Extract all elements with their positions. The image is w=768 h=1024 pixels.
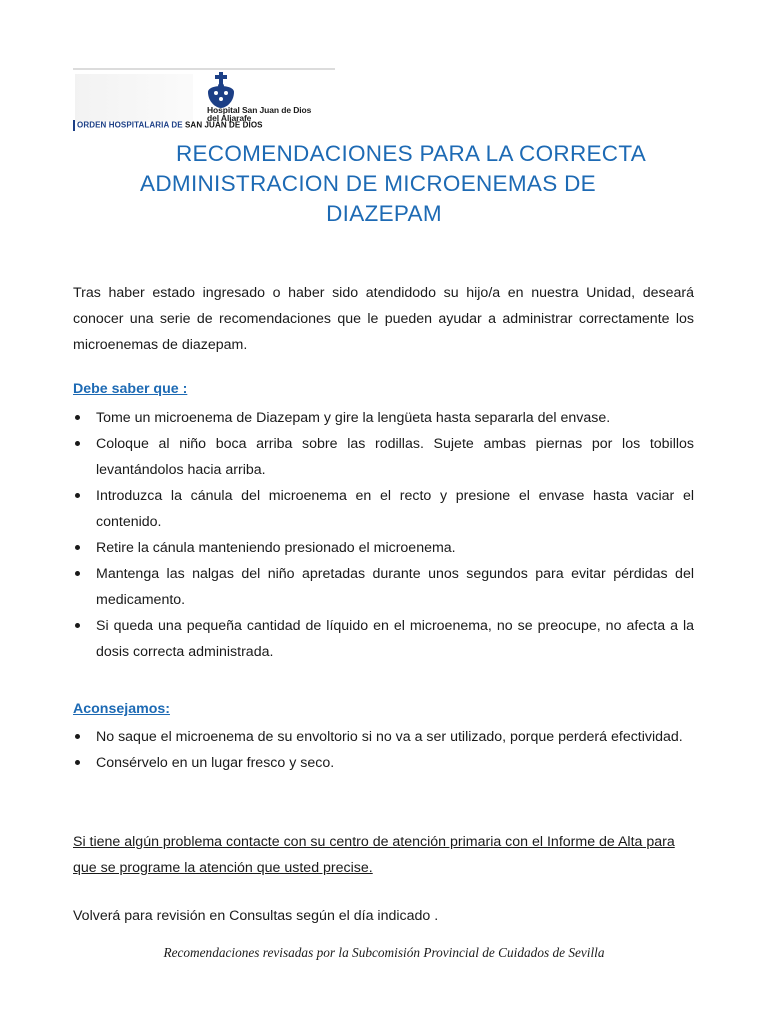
bullet-icon — [75, 493, 80, 498]
header-divider — [73, 68, 335, 70]
logo-watermark — [75, 74, 193, 122]
title-line2: ADMINISTRACION DE MICROENEMAS DE — [140, 171, 596, 196]
hospital-logo-header — [73, 68, 335, 134]
bullet-icon — [75, 760, 80, 765]
list-item-text: Introduzca la cánula del microenema en el recto y presione el envase hasta vaciar el contenido. — [96, 488, 694, 530]
list-item-text: No saque el microenema de su envoltorio si no va a ser utilizado, porque perderá efectividad. — [96, 729, 683, 745]
list-item — [73, 535, 694, 561]
list-item — [73, 431, 694, 483]
bullet-icon — [75, 571, 80, 576]
hospital-name-line2: del Aljarafe — [207, 113, 252, 123]
bullet-icon — [75, 623, 80, 628]
section-heading-aconsejamos: Aconsejamos: — [73, 701, 170, 717]
bullet-icon — [75, 545, 80, 550]
list-item — [73, 483, 694, 535]
list-item — [73, 750, 694, 776]
list-item-text: Si queda una pequeña cantidad de líquido en el microenema, no se preocupe, no afecta a la dosis correcta administrada. — [96, 618, 694, 660]
title-line1: RECOMENDACIONES PARA LA CORRECTA — [175, 141, 647, 166]
list-item-text: Coloque al niño boca arriba sobre las rodillas. Sujete ambas piernas por los tobillos levantándolos hacia arriba. — [96, 436, 694, 478]
list-item — [73, 613, 694, 665]
hospital-name-line1: Hospital San Juan de Dios — [207, 105, 312, 115]
list-item — [73, 724, 694, 750]
bullet-icon — [75, 734, 80, 739]
list-item — [73, 405, 694, 431]
contact-notice: Si tiene algún problema contacte con su centro de atención primaria con el Informe de Alta para que se programe la atención que usted precise. — [73, 834, 675, 876]
list-item — [73, 561, 694, 613]
section-heading-debe-saber: Debe saber que : — [73, 381, 188, 397]
bullet-icon — [75, 441, 80, 446]
bullet-icon — [75, 415, 80, 420]
order-suffix: SAN JUAN DE DIOS — [185, 120, 263, 130]
footer-note: Recomendaciones revisadas por la Subcomisión Provincial de Cuidados de Sevilla — [163, 945, 605, 960]
list-item-text: Tome un microenema de Diazepam y gire la lengüeta hasta separarla del envase. — [96, 410, 611, 426]
revision-note: Volverá para revisión en Consultas según el día indicado . — [73, 908, 439, 924]
list-item-text: Retire la cánula manteniendo presionado el microenema. — [96, 540, 456, 556]
title-line3: DIAZEPAM — [326, 201, 442, 226]
list-item-text: Mantenga las nalgas del niño apretadas durante unos segundos para evitar pérdidas del medicamento. — [96, 566, 694, 608]
intro-paragraph: Tras haber estado ingresado o haber sido atendidodo su hijo/a en nuestra Unidad, deseará conocer una serie de recomendaciones que le pueden ayudar a administrar correctamente los microenemas de diazepam. — [73, 285, 694, 353]
order-prefix: ORDEN HOSPITALARIA DE — [77, 120, 183, 130]
order-line — [73, 120, 263, 131]
list-item-text: Consérvelo en un lugar fresco y seco. — [96, 755, 335, 771]
document-title — [60, 139, 708, 229]
order-bar-icon — [73, 120, 75, 131]
aconsejamos-list — [73, 724, 694, 776]
debe-saber-list — [73, 405, 694, 665]
